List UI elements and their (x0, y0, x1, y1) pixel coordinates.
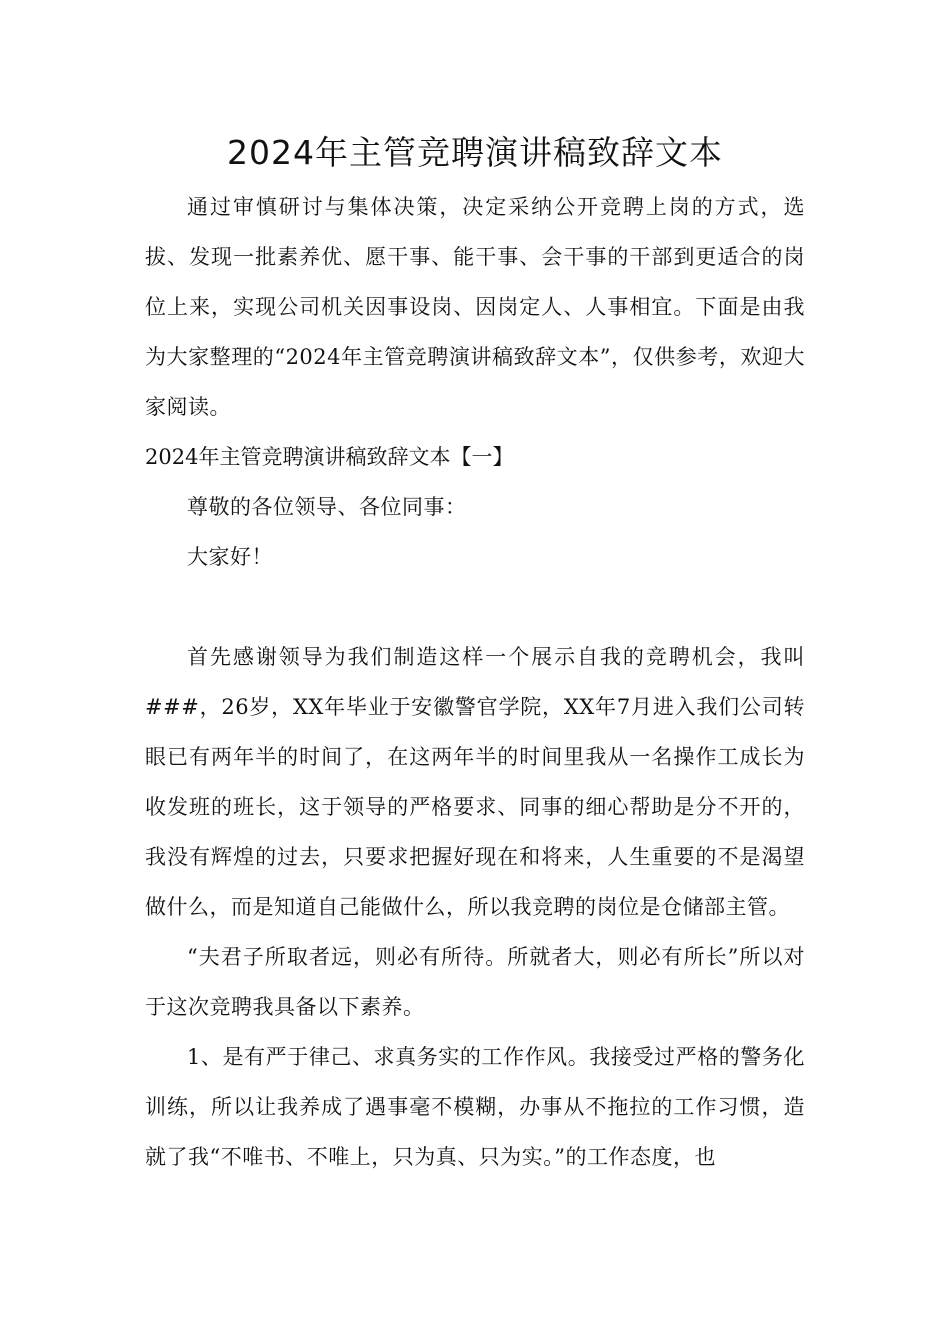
salutation: 尊敬的各位领导、各位同事： (187, 495, 467, 519)
body-paragraph-3: 1、是有严于律己、求真务实的工作作风。我接受过严格的警务化训练，所以让我养成了遇事毫不模糊，办事从不拖拉的工作习惯，造就了我“不唯书、不唯上，只为真、只为实。”的工作态度，也 (145, 1045, 805, 1169)
blank-line (145, 582, 805, 632)
body-paragraph-2: “夫君子所取者远，则必有所待。所就者大，则必有所长”所以对于这次竞聘我具备以下素养。 (145, 945, 805, 1019)
document-title: 2024年主管竞聘演讲稿致辞文本 (227, 133, 723, 172)
document-body (145, 128, 805, 1182)
body-paragraph-1: 首先感谢领导为我们制造这样一个展示自我的竞聘机会，我叫###，26岁，XX年毕业于安徽警官学院，XX年7月进入我们公司转眼已有两年半的时间了，在这两年半的时间里我从一名操作工成长为收发班的班长，这于领导的严格要求、同事的细心帮助是分不开的，我没有辉煌的过去，只要求把握好现在和将来，人生重要的不是渴望做什么，而是知道自己能做什么，所以我竞聘的岗位是仓储部主管。 (145, 645, 805, 919)
greeting: 大家好！ (187, 545, 273, 569)
intro-paragraph: 通过审慎研讨与集体决策，决定采纳公开竞聘上岗的方式，选拔、发现一批素养优、愿干事、能干事、会干事的干部到更适合的岗位上来，实现公司机关因事设岗、因岗定人、人事相宜。下面是由我为大家整理的“2024年主管竞聘演讲稿致辞文本”，仅供参考，欢迎大家阅读。 (145, 195, 805, 419)
section-heading: 2024年主管竞聘演讲稿致辞文本【一】 (145, 445, 514, 469)
